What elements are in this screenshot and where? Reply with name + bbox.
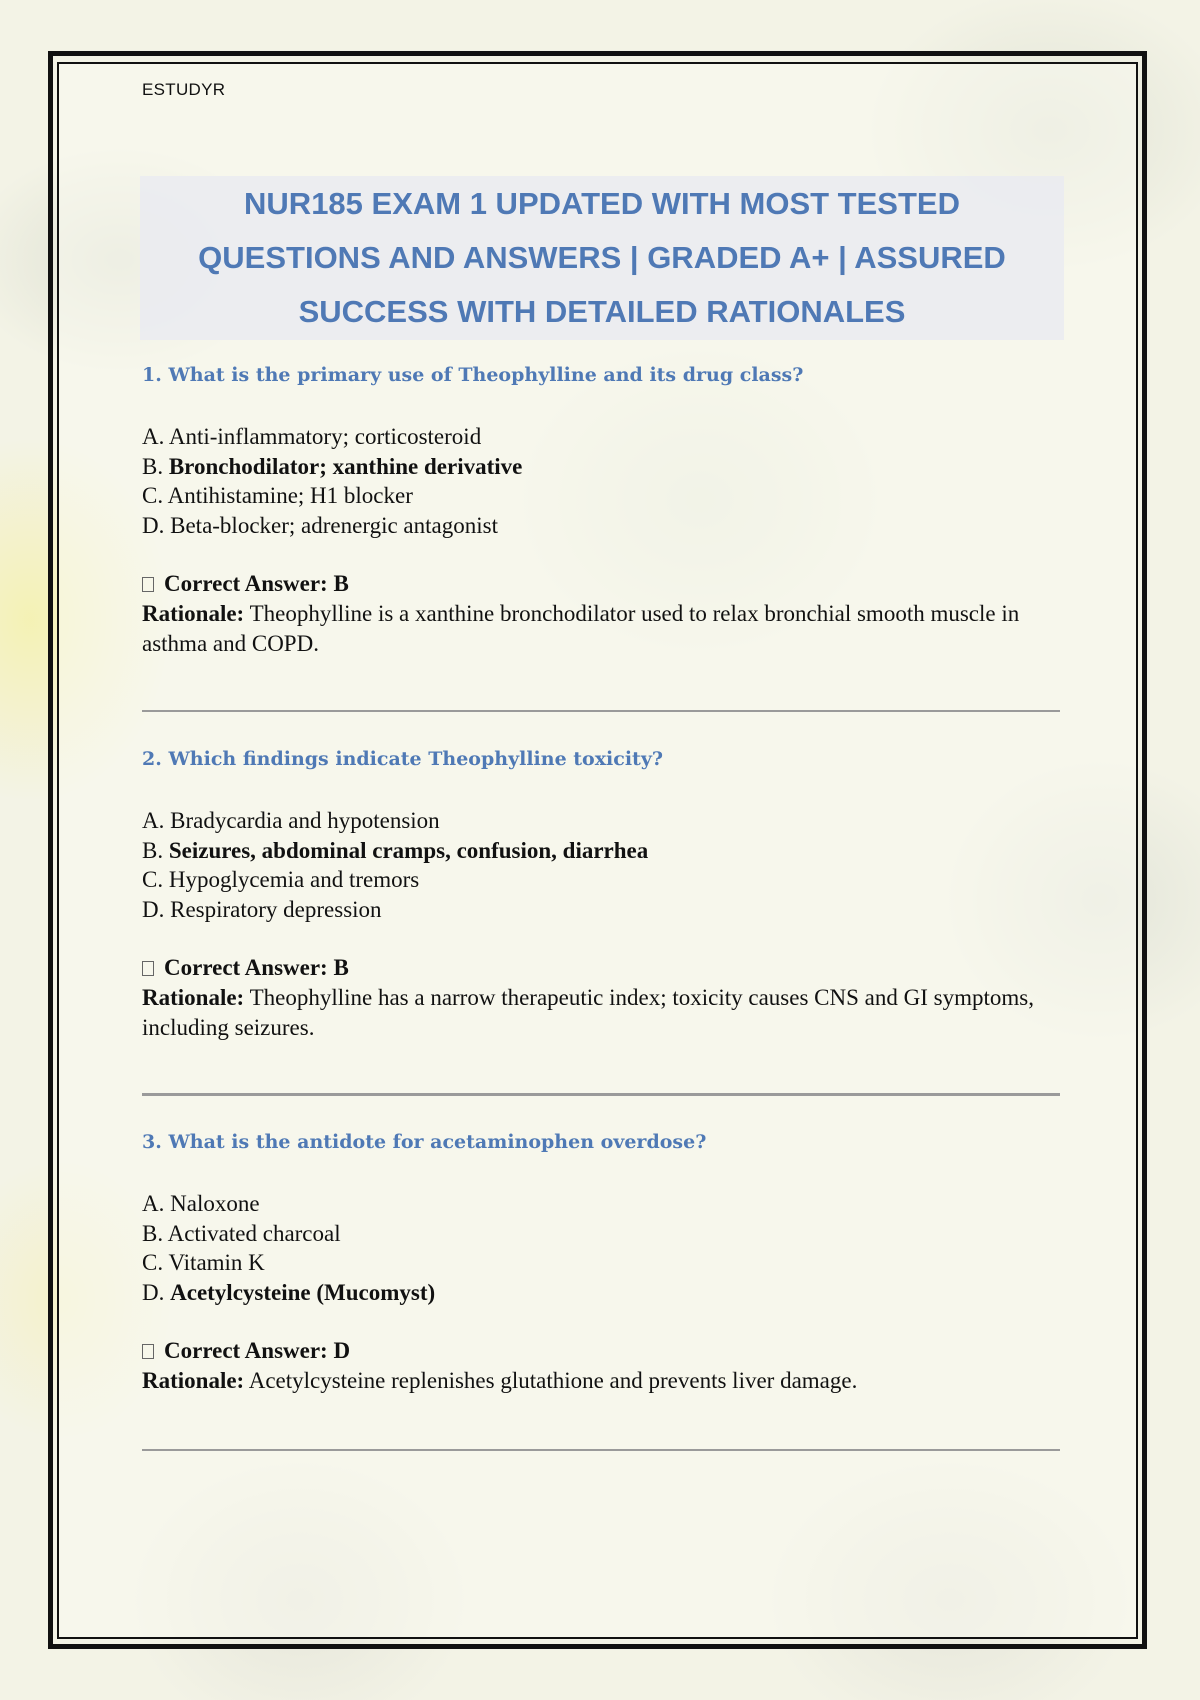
options-list	[142, 422, 1062, 540]
option-d: D. Acetylcysteine (Mucomyst)	[142, 1279, 436, 1305]
question-block-1	[142, 362, 1062, 659]
option-d: D. Respiratory depression	[142, 896, 382, 922]
brand-label: ESTUDYR	[142, 80, 226, 99]
option-a: A. Anti-inflammatory; corticosteroid	[142, 424, 482, 449]
options-list	[142, 1189, 1062, 1307]
correct-answer: Correct Answer: D	[142, 1336, 1062, 1366]
rationale: Rationale: Acetylcysteine replenishes glutathione and prevents liver damage.	[142, 1368, 858, 1393]
option-a: A. Bradycardia and hypotension	[142, 808, 440, 833]
correct-option-text: Acetylcysteine (Mucomyst)	[170, 1279, 436, 1305]
document-title: NUR185 EXAM 1 UPDATED WITH MOST TESTED QUESTIONS AND ANSWERS | GRADED A+ | ASSURED SUCCESS WITH DETAILED RATIONALES	[198, 186, 1006, 329]
correct-option-text: Seizures, abdominal cramps, confusion, diarrhea	[168, 837, 649, 863]
option-b: B. Seizures, abdominal cramps, confusion, diarrhea	[142, 837, 649, 863]
question-text: 1. What is the primary use of Theophylline and its drug class?	[142, 364, 804, 386]
option-a: A. Naloxone	[142, 1191, 260, 1216]
title-banner	[140, 176, 1064, 340]
question-block-2	[142, 746, 1062, 1043]
checkbox-icon	[142, 1344, 154, 1359]
option-d: D. Beta-blocker; adrenergic antagonist	[142, 512, 498, 538]
rationale: Rationale: Theophylline has a narrow therapeutic index; toxicity causes CNS and GI symptoms, including seizures.	[142, 985, 1034, 1040]
checkbox-icon	[142, 577, 154, 592]
section-divider	[142, 1093, 1060, 1096]
options-list	[142, 806, 1062, 924]
option-b: B. Bronchodilator; xanthine derivative	[142, 453, 523, 479]
option-c: C. Hypoglycemia and tremors	[142, 867, 420, 892]
checkbox-icon	[142, 961, 154, 976]
option-c: C. Antihistamine; H1 blocker	[142, 483, 413, 508]
rationale: Rationale: Theophylline is a xanthine bronchodilator used to relax bronchial smooth muscle in asthma and COPD.	[142, 601, 1020, 656]
correct-answer: Correct Answer: B	[142, 953, 1062, 983]
question-text: 2. Which findings indicate Theophylline toxicity?	[142, 748, 664, 770]
option-c: C. Vitamin K	[142, 1250, 265, 1275]
section-divider	[142, 710, 1060, 712]
question-text: 3. What is the antidote for acetaminophen overdose?	[142, 1131, 707, 1153]
option-b: B. Activated charcoal	[142, 1220, 341, 1246]
correct-option-text: Bronchodilator; xanthine derivative	[168, 453, 523, 479]
question-block-3	[142, 1129, 1062, 1396]
correct-answer: Correct Answer: B	[142, 569, 1062, 599]
section-divider	[142, 1449, 1060, 1451]
